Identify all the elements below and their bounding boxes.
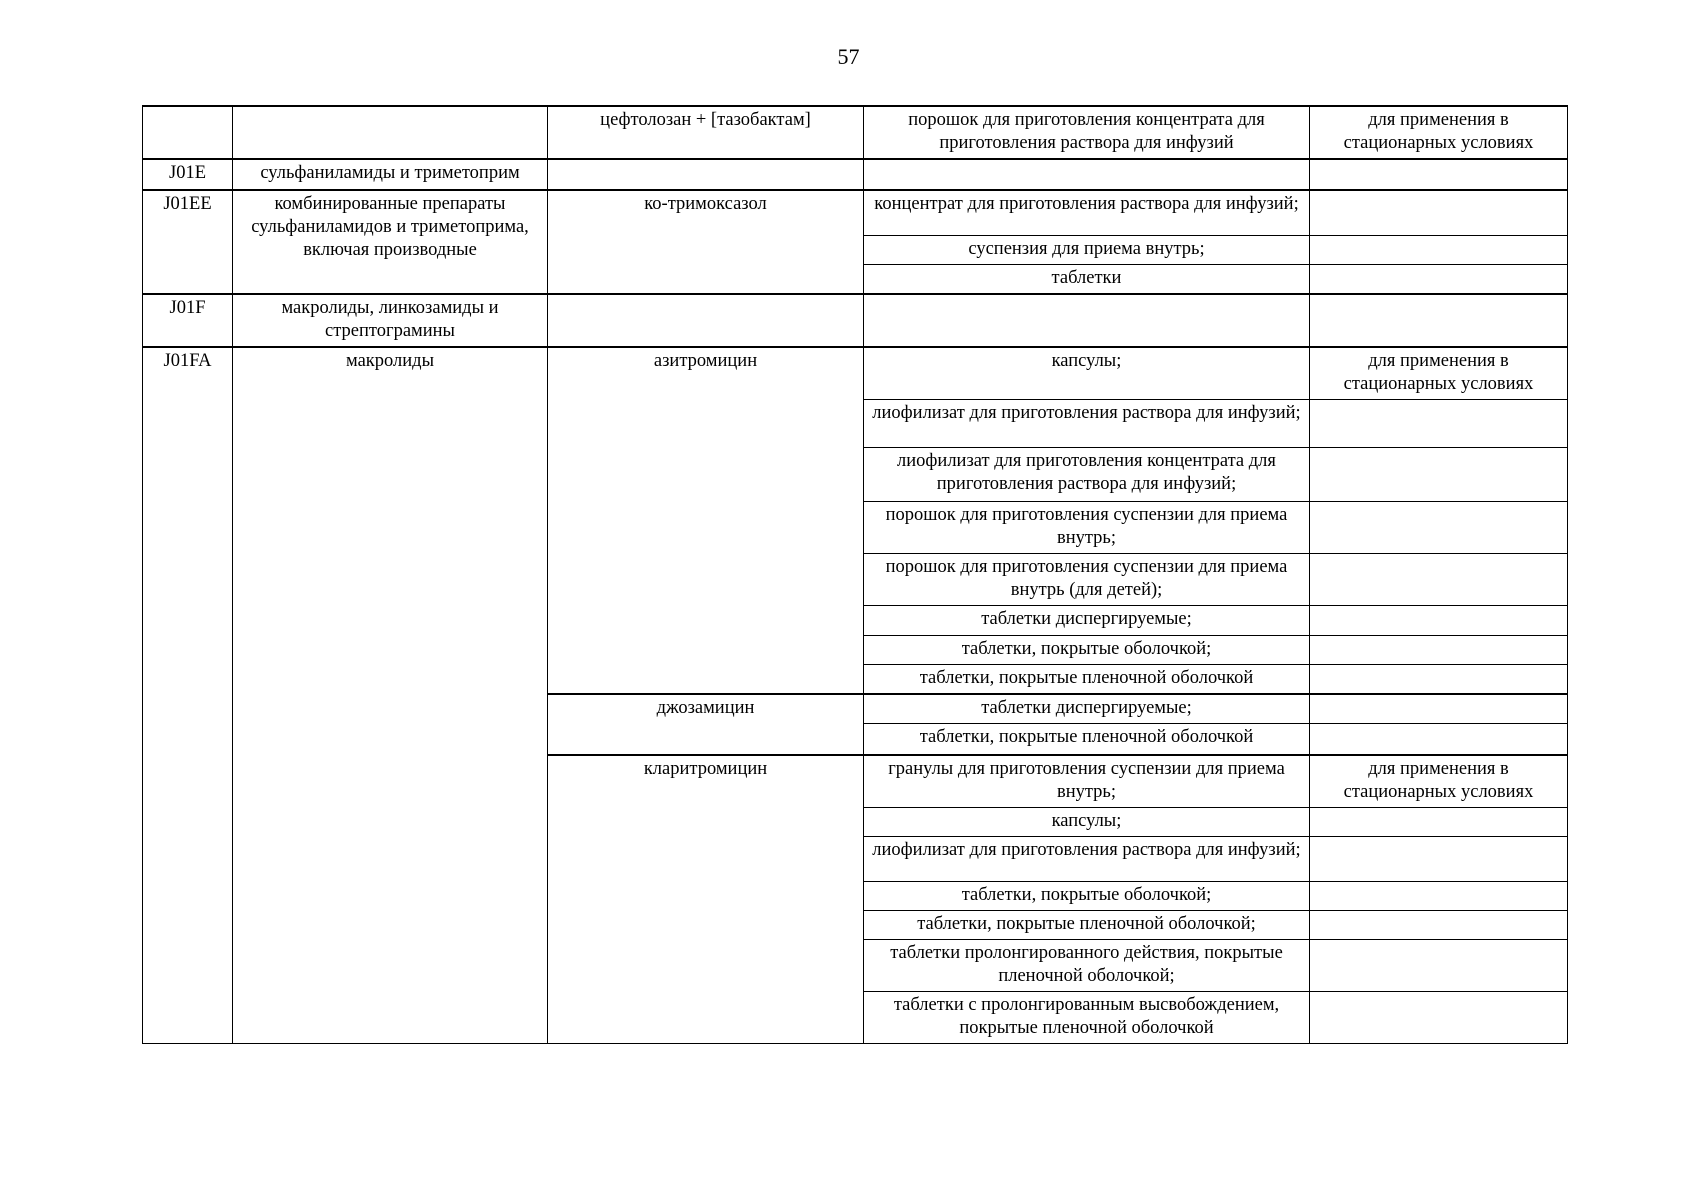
atc-group-cell: макролиды (233, 347, 548, 1044)
usage-note-cell (1310, 694, 1568, 724)
table-row (143, 106, 1568, 159)
dosage-form-cell: порошок для приготовления суспензии для приема внутрь (для детей); (864, 553, 1310, 605)
dosage-form-cell: лиофилизат для приготовления концентрата для приготовления раствора для инфузий; (864, 447, 1310, 501)
drug-name-cell: джозамицин (548, 694, 864, 756)
table-row (143, 159, 1568, 190)
atc-group-cell: сульфаниламиды и триметоприм (233, 159, 548, 190)
page-number: 57 (837, 44, 860, 69)
usage-note-cell: для применения в стационарных условиях (1310, 347, 1568, 400)
usage-note-cell (1310, 501, 1568, 553)
atc-code-cell: J01F (143, 294, 233, 347)
atc-group-cell: комбинированные препараты сульфаниламидов и триметоприма, включая производные (233, 190, 548, 294)
usage-note-cell (1310, 911, 1568, 940)
dosage-form-cell: таблетки диспергируемые; (864, 694, 1310, 724)
usage-note-cell (1310, 447, 1568, 501)
dosage-form-cell: гранулы для приготовления суспензии для приема внутрь; (864, 755, 1310, 808)
dosage-form-cell: таблетки пролонгированного действия, покрытые пленочной оболочкой; (864, 940, 1310, 992)
atc-group-cell: макролиды, линкозамиды и стрептограмины (233, 294, 548, 347)
drug-name-cell: цефтолозан + [тазобактам] (548, 106, 864, 159)
usage-note-cell (1310, 635, 1568, 664)
usage-note-cell (1310, 882, 1568, 911)
dosage-form-cell (864, 294, 1310, 347)
usage-note-cell (1310, 837, 1568, 882)
dosage-form-cell: таблетки, покрытые пленочной оболочкой (864, 723, 1310, 755)
usage-note-cell (1310, 664, 1568, 694)
usage-note-cell: для применения в стационарных условиях (1310, 106, 1568, 159)
atc-code-cell (143, 106, 233, 159)
dosage-form-cell: таблетки, покрытые оболочкой; (864, 882, 1310, 911)
usage-note-cell (1310, 553, 1568, 605)
usage-note-cell (1310, 159, 1568, 190)
usage-note-cell (1310, 940, 1568, 992)
dosage-form-cell: капсулы; (864, 347, 1310, 400)
dosage-form-cell: порошок для приготовления суспензии для приема внутрь; (864, 501, 1310, 553)
dosage-form-cell: таблетки с пролонгированным высвобождением, покрытые пленочной оболочкой (864, 992, 1310, 1044)
dosage-form-cell: концентрат для приготовления раствора для инфузий; (864, 190, 1310, 235)
drug-name-cell: ко-тримоксазол (548, 190, 864, 294)
usage-note-cell (1310, 808, 1568, 837)
atc-code-cell: J01FA (143, 347, 233, 1044)
dosage-form-cell: порошок для приготовления концентрата для приготовления раствора для инфузий (864, 106, 1310, 159)
dosage-form-cell: таблетки, покрытые пленочной оболочкой (864, 664, 1310, 694)
dosage-form-cell: таблетки, покрытые оболочкой; (864, 635, 1310, 664)
table-body (143, 106, 1568, 1044)
usage-note-cell (1310, 605, 1568, 635)
atc-code-cell: J01E (143, 159, 233, 190)
drug-name-cell (548, 159, 864, 190)
usage-note-cell (1310, 190, 1568, 235)
table-row (143, 294, 1568, 347)
atc-group-cell (233, 106, 548, 159)
drug-list-table (142, 105, 1568, 1044)
usage-note-cell (1310, 264, 1568, 294)
table-row (143, 190, 1568, 235)
table-row (143, 347, 1568, 400)
usage-note-cell (1310, 294, 1568, 347)
drug-name-cell: азитромицин (548, 347, 864, 694)
dosage-form-cell: капсулы; (864, 808, 1310, 837)
dosage-form-cell (864, 159, 1310, 190)
dosage-form-cell: таблетки, покрытые пленочной оболочкой; (864, 911, 1310, 940)
drug-name-cell: кларитромицин (548, 755, 864, 1044)
usage-note-cell: для применения в стационарных условиях (1310, 755, 1568, 808)
usage-note-cell (1310, 723, 1568, 755)
usage-note-cell (1310, 399, 1568, 447)
dosage-form-cell: суспензия для приема внутрь; (864, 235, 1310, 264)
dosage-form-cell: таблетки диспергируемые; (864, 605, 1310, 635)
atc-code-cell: J01EE (143, 190, 233, 294)
usage-note-cell (1310, 235, 1568, 264)
drug-name-cell (548, 294, 864, 347)
dosage-form-cell: лиофилизат для приготовления раствора для инфузий; (864, 399, 1310, 447)
usage-note-cell (1310, 992, 1568, 1044)
dosage-form-cell: таблетки (864, 264, 1310, 294)
dosage-form-cell: лиофилизат для приготовления раствора для инфузий; (864, 837, 1310, 882)
